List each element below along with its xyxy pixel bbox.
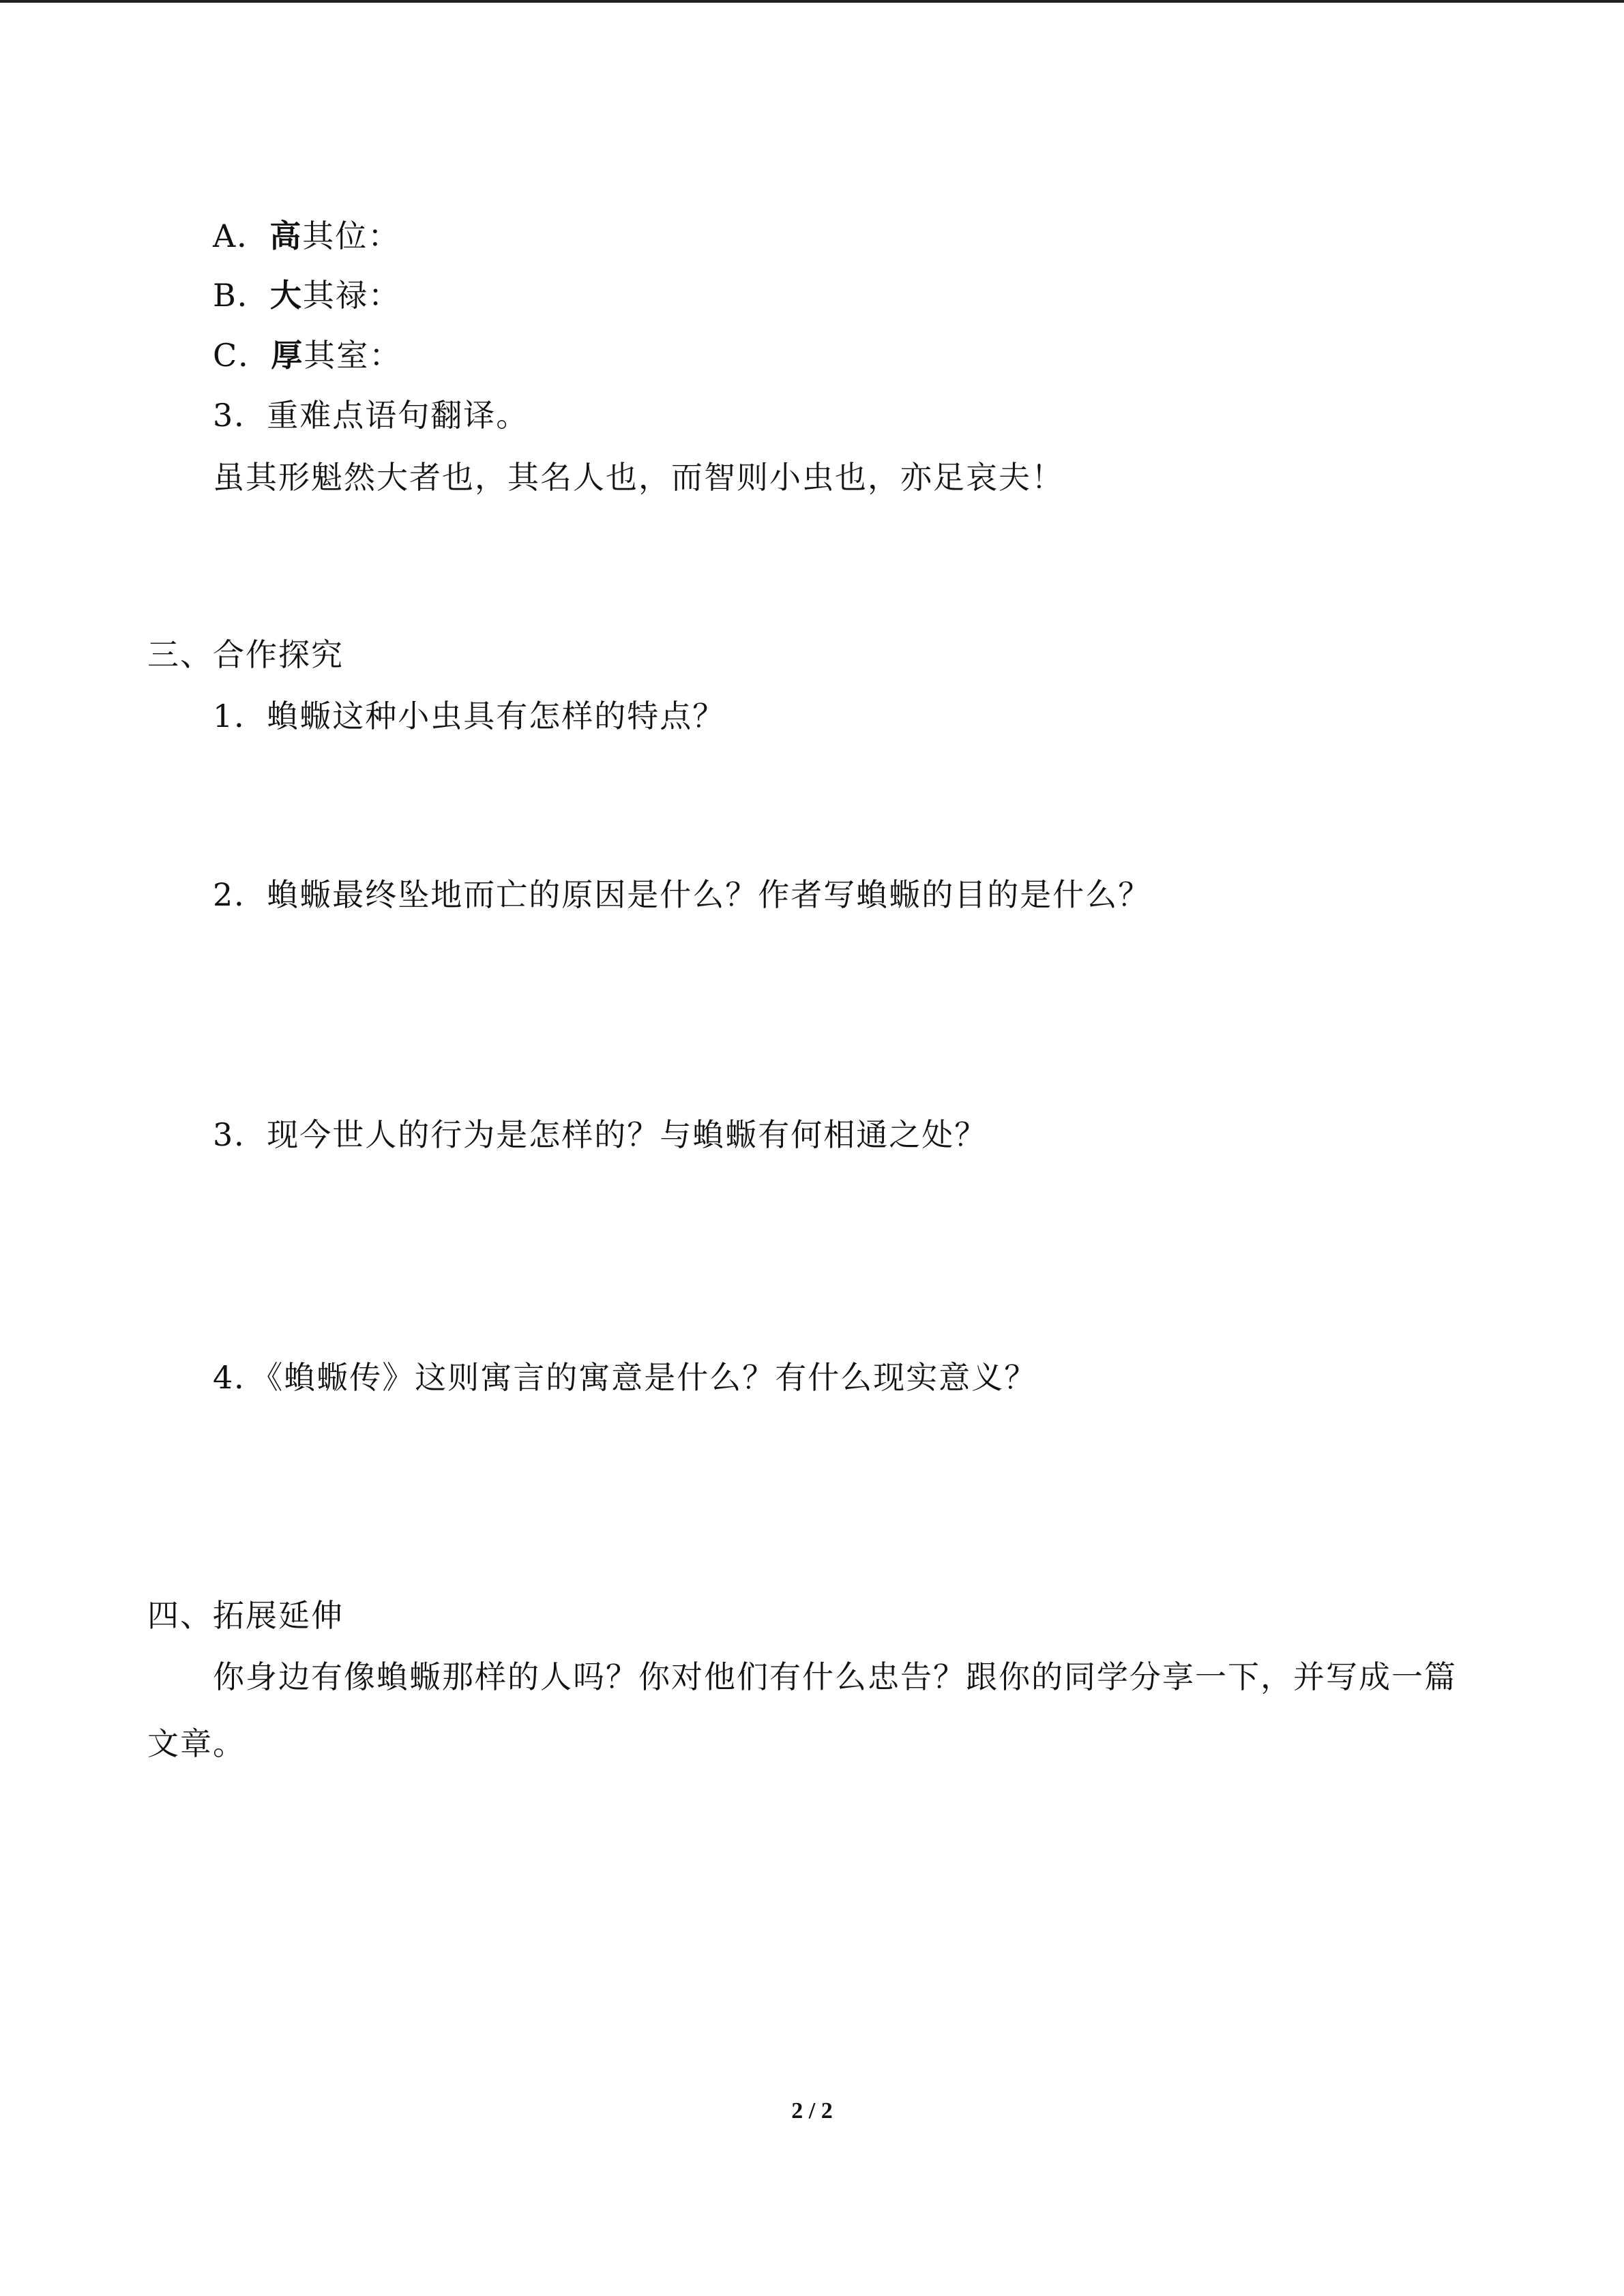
vocab-item-a-letter: A．: [213, 218, 270, 254]
section-3-question-2: 2．蝜蝂最终坠地而亡的原因是什么？作者写蝜蝂的目的是什么？: [213, 876, 1151, 913]
vocab-item-b-letter: B．: [213, 277, 270, 314]
page-number: 2 / 2: [791, 2098, 833, 2123]
top-border-rule: [0, 0, 1624, 3]
section-3-question-3: 3．现今世人的行为是怎样的？与蝜蝂有何相通之处？: [213, 1116, 988, 1153]
vocab-item-a-phrase: 其位：: [302, 218, 401, 254]
section-3-question-4: 4．《蝜蝂传》这则寓言的寓意是什么？有什么现实意义？: [213, 1359, 1037, 1396]
translation-task-heading: 3．重难点语句翻译。: [213, 397, 529, 434]
section-4-paragraph: 你身边有像蝜蝂那样的人吗？你对他们有什么忠告？跟你的同学分享一下，并写成一篇文章。: [147, 1658, 1457, 1762]
section-4-heading: 四、拓展延伸: [147, 1597, 344, 1634]
vocab-item-a: [213, 215, 400, 256]
vocab-item-c-phrase: 其室：: [304, 337, 402, 374]
vocab-item-b-key-char: 大: [269, 277, 303, 314]
vocab-item-c-key-char: 厚: [271, 337, 304, 374]
translation-sentence: 虽其形魁然大者也，其名人也，而智则小虫也，亦足哀夫！: [213, 459, 1064, 496]
vocab-item-c-letter: C．: [213, 337, 271, 374]
vocab-item-a-key-char: 高: [269, 218, 303, 254]
vocab-item-b-phrase: 其禄：: [302, 277, 401, 314]
vocab-item-b: [213, 275, 401, 316]
vocab-item-c: [213, 335, 402, 376]
section-3-heading: 三、合作探究: [147, 636, 344, 673]
section-3-question-1: 1．蝜蝂这种小虫具有怎样的特点？: [213, 698, 726, 734]
